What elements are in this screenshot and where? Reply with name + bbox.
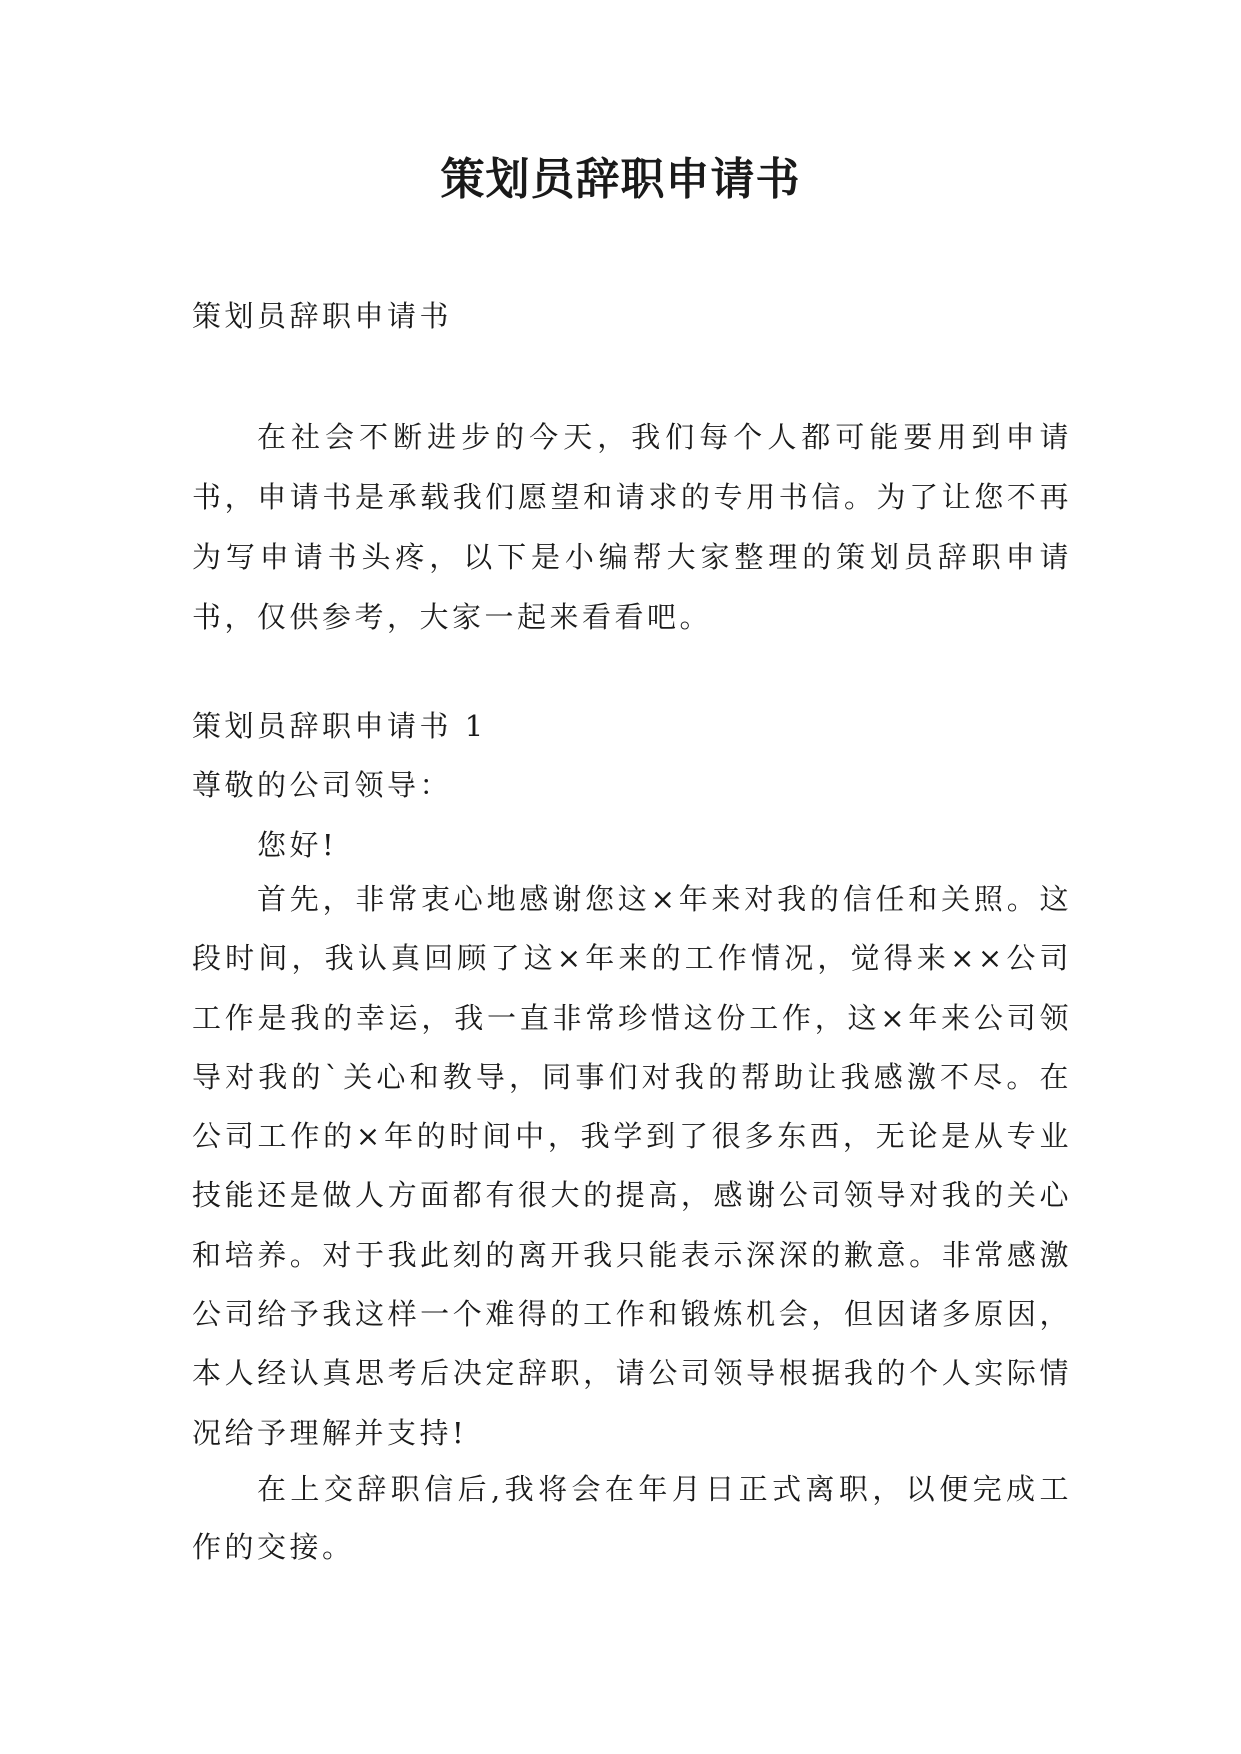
letter-heading: 策划员辞职申请书 1 bbox=[192, 709, 487, 743]
letter-greeting: 您好! bbox=[257, 828, 338, 862]
document-subtitle: 策划员辞职申请书 bbox=[192, 299, 453, 333]
letter-salutation: 尊敬的公司领导： bbox=[192, 768, 453, 802]
document-title: 策划员辞职申请书 bbox=[440, 154, 801, 205]
letter-paragraph: 在上交辞职信后,我将会在年月日正式离职，以便完成工作的交接。 bbox=[192, 1472, 1072, 1564]
intro-paragraph: 在社会不断进步的今天，我们每个人都可能要用到申请书，申请书是承载我们愿望和请求的专用书信。为了让您不再为写申请书头疼，以下是小编帮大家整理的策划员辞职申请书，仅供参考，大家一起来看看吧。 bbox=[192, 420, 1072, 634]
letter-paragraph: 首先，非常衷心地感谢您这×年来对我的信任和关照。这段时间，我认真回顾了这×年来的工作情况，觉得来××公司工作是我的幸运，我一直非常珍惜这份工作，这×年来公司领导对我的`关心和教导，同事们对我的帮助让我感激不尽。在公司工作的×年的时间中，我学到了很多东西，无论是从专业技能还是做人方面都有很大的提高，感谢公司领导对我的关心和培养。对于我此刻的离开我只能表示深深的歉意。非常感激公司给予我这样一个难得的工作和锻炼机会，但因诸多原因，本人经认真思考后决定辞职，请公司领导根据我的个人实际情况给予理解并支持! bbox=[192, 882, 1072, 1450]
